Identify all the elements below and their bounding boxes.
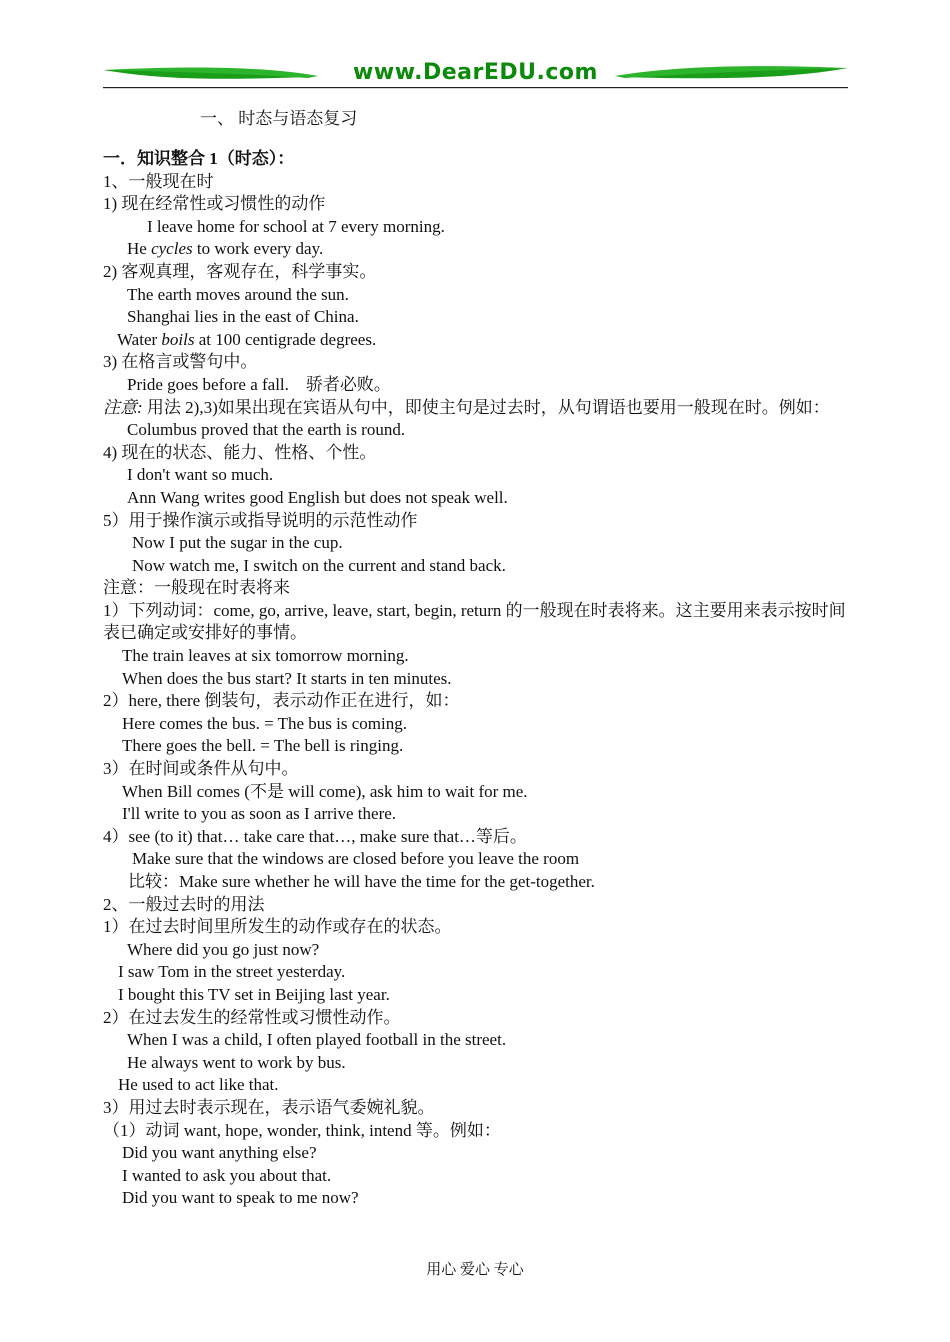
- note-paragraph: 注意: 用法 2),3)如果出现在宾语从句中，即使主句是过去时，从句谓语也要用一般现在时。例如：: [103, 397, 830, 417]
- page-footer: 用心 爱心 专心: [426, 1262, 524, 1278]
- subsection-heading: 2、一般过去时的用法: [103, 894, 265, 914]
- site-logo-text: www.DearEDU.com: [353, 60, 598, 85]
- rule-text: 3) 在格言或警句中。: [103, 352, 258, 372]
- rule-text: 4）see (to it) that… take care that…, make sure that…等后。: [103, 826, 527, 846]
- example-sentence: I bought this TV set in Beijing last year.: [118, 984, 390, 1004]
- example-sentence: He always went to work by bus.: [127, 1052, 346, 1072]
- example-sentence: Water boils at 100 centigrade degrees.: [117, 329, 377, 349]
- rule-text: 1）在过去时间里所发生的动作或存在的状态。: [103, 917, 452, 937]
- document-body: [103, 148, 851, 1210]
- example-sentence: Did you want anything else?: [122, 1143, 317, 1163]
- example-sentence: When Bill comes (不是 will come), ask him to wait for me.: [122, 781, 528, 801]
- example-sentence: Columbus proved that the earth is round.: [127, 420, 406, 440]
- rule-text: 3）用过去时表示现在，表示语气委婉礼貌。: [103, 1097, 435, 1117]
- rule-text: 2) 客观真理，客观存在，科学事实。: [103, 261, 377, 281]
- example-sentence: Pride goes before a fall. 骄者必败。: [127, 374, 391, 394]
- subsection-heading: 1、一般现在时: [103, 171, 214, 191]
- site-header-banner: [103, 58, 848, 92]
- section-heading: 一．知识整合 1（时态）：: [103, 149, 295, 168]
- example-sentence: The train leaves at six tomorrow morning.: [122, 646, 409, 666]
- example-sentence: Here comes the bus. = The bus is coming.: [122, 713, 407, 733]
- example-sentence: I'll write to you as soon as I arrive there.: [122, 804, 397, 824]
- example-sentence: Shanghai lies in the east of China.: [127, 307, 359, 327]
- example-sentence: He used to act like that.: [118, 1075, 279, 1095]
- example-sentence: Did you want to speak to me now?: [122, 1188, 359, 1208]
- rule-text: 4) 现在的状态、能力、性格、个性。: [103, 442, 377, 462]
- example-sentence: He cycles to work every day.: [127, 239, 324, 259]
- rule-text: 2）在过去发生的经常性或习惯性动作。: [103, 1007, 401, 1027]
- rule-text: 2）here, there 倒装句，表示动作正在进行，如：: [103, 691, 460, 711]
- example-sentence: Now watch me, I switch on the current and stand back.: [132, 555, 506, 575]
- rule-subitem: （1）动词 want, hope, wonder, think, intend 等。例如：: [103, 1120, 501, 1140]
- rule-text: 5）用于操作演示或指导说明的示范性动作: [103, 510, 418, 530]
- example-sentence: When does the bus start? It starts in ten minutes.: [122, 668, 452, 688]
- example-sentence: The earth moves around the sun.: [127, 284, 349, 304]
- example-sentence: I don't want so much.: [127, 465, 274, 485]
- example-sentence: I wanted to ask you about that.: [122, 1165, 332, 1185]
- example-sentence: Now I put the sugar in the cup.: [132, 533, 343, 553]
- rule-text: 3）在时间或条件从句中。: [103, 759, 299, 779]
- example-sentence: I saw Tom in the street yesterday.: [118, 962, 346, 982]
- example-sentence: Where did you go just now?: [127, 939, 320, 959]
- example-sentence: Make sure that the windows are closed before you leave the room: [132, 849, 580, 869]
- rule-text: 1) 现在经常性或习惯性的动作: [103, 194, 326, 214]
- example-sentence: When I was a child, I often played football in the street.: [127, 1030, 507, 1050]
- comparison-sentence: 比较：Make sure whether he will have the time for the get-together.: [128, 872, 595, 891]
- rule-text: 1）下列动词：come, go, arrive, leave, start, begin, return 的一般现在时表将来。这主要用来表示按时间表已确定或安排好的事情。: [103, 600, 846, 643]
- example-sentence: There goes the bell. = The bell is ringing.: [122, 736, 404, 756]
- example-sentence: I leave home for school at 7 every morning.: [147, 216, 445, 236]
- example-sentence: Ann Wang writes good English but does not speak well.: [127, 487, 508, 507]
- note-heading: 注意：一般现在时表将来: [103, 578, 290, 598]
- page-title: 一、 时态与语态复习: [200, 109, 358, 128]
